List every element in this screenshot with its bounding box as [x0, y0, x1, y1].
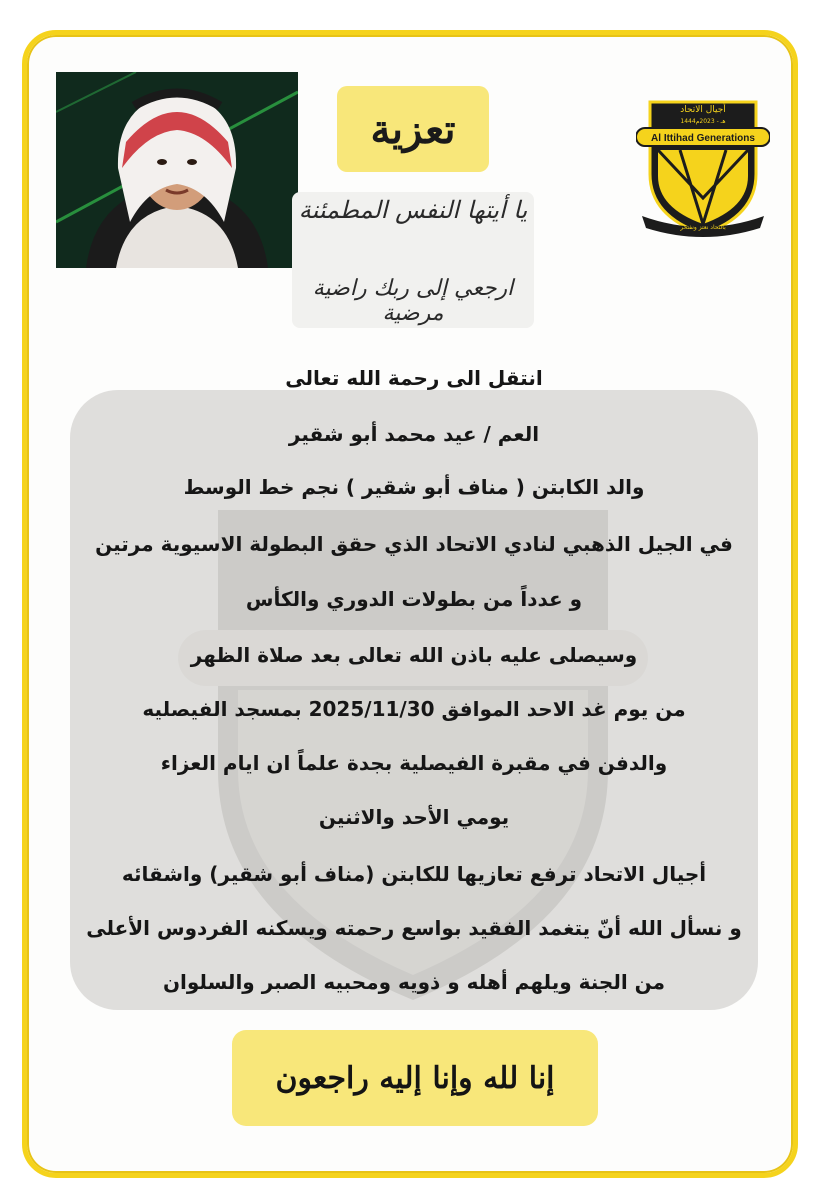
message-line-3: والد الكابتن ( مناف أبو شقير ) نجم خط الوسط: [183, 475, 645, 499]
logo-ribbon-text: بالتحاد نعتز ونفتخر: [680, 224, 726, 231]
verse-line-2: ارجعي إلى ربك راضية مرضية: [312, 276, 514, 326]
logo-year-text: 1444هـ - 2023م: [680, 118, 726, 125]
message-line-4: في الجيل الذهبي لنادي الاتحاد الذي حقق البطولة الاسيوية مرتين: [95, 532, 733, 556]
ittihad-generations-logo: [636, 88, 770, 238]
verse-line-1: يا أيتها النفس المطمئنة: [298, 196, 528, 224]
message-line-2: العم / عيد محمد أبو شقير: [288, 422, 540, 446]
message-line-5: و عدداً من بطولات الدوري والكأس: [245, 587, 583, 611]
message-line-10: أجيال الاتحاد ترفع تعازيها للكابتن (مناف أبو شقير) واشقائه: [121, 862, 707, 886]
portrait-photo: [56, 72, 298, 268]
title-plate: [337, 86, 489, 172]
footer-plate: [232, 1030, 598, 1126]
message-line-7: من يوم غد الاحد الموافق 2025/11/30 بمسجد الفيصليه: [142, 697, 686, 721]
logo-banner-text: Al Ittihad Generations: [651, 133, 755, 144]
logo-top-text: أجيال الاتحاد: [680, 105, 726, 115]
portrait-illustration: [56, 72, 298, 268]
message-line-11: و نسأل الله أنّ يتغمد الفقيد بواسع رحمته ويسكنه الفردوس الأعلى: [86, 916, 742, 940]
footer-text: إنا لله وإنا إليه راجعون: [275, 1060, 555, 1096]
message-line-9: يومي الأحد والاثنين: [318, 805, 510, 829]
page-title: تعزية: [370, 105, 456, 153]
message-line-6: وسيصلى عليه باذن الله تعالى بعد صلاة الظهر: [190, 643, 638, 667]
message-line-8: والدفن في مقبرة الفيصلية بجدة علماً ان ايام العزاء: [160, 751, 668, 775]
message-line-12: من الجنة ويلهم أهله و ذويه ومحبيه الصبر والسلوان: [162, 970, 666, 994]
message-line-1: انتقل الى رحمة الله تعالى: [285, 366, 543, 390]
